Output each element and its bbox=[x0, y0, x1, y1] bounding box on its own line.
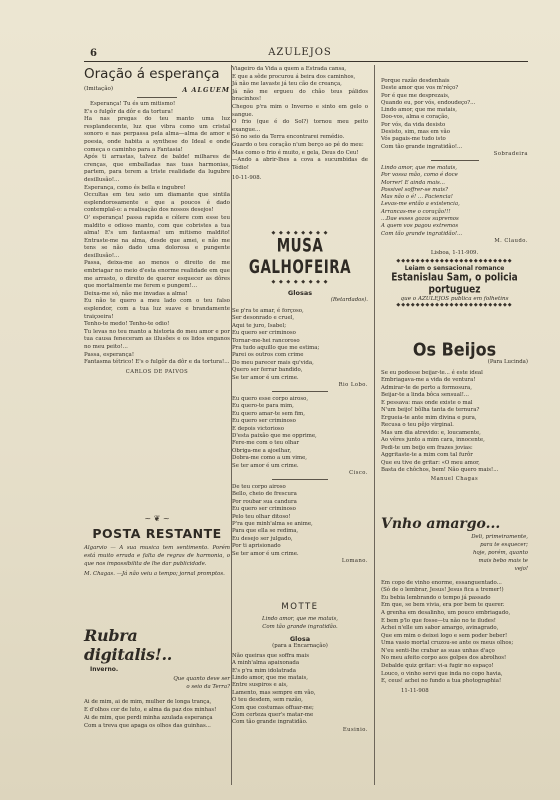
motte-dedication: (para a Encarnação) bbox=[272, 642, 328, 649]
ad-date: Lisboa, 1-11-909. bbox=[430, 249, 479, 256]
glosa-continued-signature-2: M. Claudo. bbox=[494, 237, 528, 244]
rubra-epigraph: Que quanto deve ser o seio da Terra? bbox=[173, 676, 230, 690]
beijos-dedication: (Para Lucinda) bbox=[487, 359, 528, 365]
oracao-rule bbox=[137, 97, 177, 98]
motte-title: MOTTE bbox=[281, 602, 319, 612]
glosa-stanza-1: Se p'ra te amar, é forçoso, Ser desonrado e cruel, Aqui te juro, Isabel; Eu quero ser criminoso Tornar-me-hei rancoroso Pra tudo aquillo que me estima; Parei os outros com crime Do meu parecer mais qu'vida, Quero ser ferrar bandido, Se ter amor é um crime. bbox=[232, 307, 320, 381]
beijos-signature: Manuel Chagas bbox=[430, 475, 479, 482]
motte-article bbox=[232, 602, 368, 733]
musa-ornament-top: ◆ ◆ ◆ ◆ ◆ ◆ ◆ ◆ bbox=[271, 230, 329, 236]
rubra-date: 10-11-908. bbox=[232, 175, 262, 182]
musa-galhofeira bbox=[232, 230, 368, 564]
posta-title: POSTA RESTANTE bbox=[92, 526, 222, 541]
glosas-heading: Glosas bbox=[287, 289, 313, 297]
vinho-epigraph: Deli, primeiramente, para te esquecer; hoje, porém, quanto mais bebo mais te vejo! bbox=[471, 534, 528, 572]
posta-restante bbox=[84, 526, 230, 579]
glosa-continued-rule bbox=[431, 160, 479, 161]
glosa-continued-body: Porque razão desdenhais Deste amor que vos m'réço? Por é que me desprezais, Quando eu, por vós, endoudeço?... Lindo amor, que me matais, Doo-vos, alma e coração, Por vós, da vida desisto Desisto, sim, mas em vão Vós pagais-me tudo isto Com tão grande ingratidão!... bbox=[381, 78, 476, 150]
column-divider-2 bbox=[374, 65, 375, 785]
motte-glosa-heading: Glosa bbox=[289, 634, 311, 643]
glosa-signature-2: Cisco. bbox=[349, 470, 368, 477]
beijos-article bbox=[381, 340, 528, 482]
rubra-subtitle: Inverno. bbox=[90, 666, 119, 673]
glosas-subtitle: (Retardados). bbox=[330, 297, 368, 303]
rubra-continued bbox=[232, 66, 368, 183]
page-number: 6 bbox=[90, 48, 97, 59]
rubra-continued-body: Viageiro da Vida a quem a Estrada cansa, E que a sêde procurou á beira dos caminhos, Já não me lavaste já teu cão de creança, Já não me ergueu do chão teus pálidos bracinhos! Chegou p'ra mim o Inverno e sinto em gelo o sangue. O frio (que é do Sol?) tornou meu peito exangue... Só no seio da Terra encontrarei remédio. Guardo o teu coração n'um berço ao pé do meu: Mas como o frio é muito, e gela, Deus do Ceu! —Ando a abrir-lhes a cova a sucumbidas de Tédio! bbox=[232, 66, 368, 171]
glosa-continued bbox=[381, 78, 528, 308]
oracao-title: Oração á esperança bbox=[84, 66, 220, 82]
glosa-signature-1: Rio Lobo. bbox=[338, 381, 368, 388]
beijos-title: Os Beijos bbox=[412, 339, 497, 360]
vinho-article bbox=[381, 516, 528, 696]
motte-signature: Eusinio. bbox=[342, 726, 368, 733]
vinho-title: Vnho amargo... bbox=[381, 516, 501, 532]
glosa-rule-2 bbox=[272, 479, 328, 480]
ad-line-2: Estanislau Sam, o policia portuguez bbox=[391, 271, 518, 296]
ornament-divider: ~ ❦ ~ bbox=[144, 514, 170, 523]
glosa-rule-1 bbox=[272, 391, 328, 392]
rubra-body: Ai de mim, ai de mim, mulher de longa trança, E d'olhos cor de luto, e alma da paz dos minhas! Ai de mim, que perdi minha azulada esperança Com a treva que apaga os olhos das guinhas... bbox=[84, 698, 217, 730]
rubra-title: Rubra digitalis!.. bbox=[84, 626, 173, 664]
publication-title: AZULEJOS bbox=[268, 47, 332, 58]
motte-body: Não queiras que soffra mais A minh'alma apaixonada E's p'ra mim idolatrada Lindo amor, que me matais, Entre suspiros e ais, Lamento, mas sempre em vão, O teu desdem, sem razão, Com que costumas offuar-me; Com certeza quer's matar-me Com tão grande ingratidão. bbox=[232, 652, 316, 726]
header-rule bbox=[84, 61, 528, 62]
musa-title: MUSA GALHOFEIRA bbox=[248, 235, 352, 279]
ad-line-3: que o AZULEJOS publica em folhetins bbox=[400, 295, 509, 302]
glosa-continued-body-2: Lindo amor, que me matais, Por vossa mão, como é doce Morrer! E ainda mais... Possivel soffrer-se mais? Mas não o é! ... Paciencia! Levas-me então a existencia, Arrancas-me o coração!!! ...Dae esses gozos supremos A quem vos pagou extremos Com tão grande ingratidão!... bbox=[381, 164, 463, 237]
glosa-stanza-3: De teu corpo airoso Bello, cheio de frescura Por roubar sua candura Eu quero ser criminoso Pelo teu olhar ditoso! P'ra que minh'alma se anime, Para que ella se redima, Eu desejo ser julgado, Por ti aprisionado Se ter amor é um crime. bbox=[232, 484, 313, 557]
vinho-date: 11-11-908 bbox=[401, 687, 429, 694]
oracao-body: Esperança! Tu és um mitismo! E's o fulgôr da dôr e da tortura! Ha nas pregas do teu manto uma luz resplandecente, luz que vibra como um cristal sonoro e nas perpassa pela alma—alma de amor e poesia, onde habita a synthese do Ideal e onde começa o caminho para a Fantasia! Após ti arrastas, talvez de balde! milhares de crenças, que emballadas nas tuas harmonias, partem, para terem a triste realidade da lugubre desillusão!... Esperança, como és bella e ingubre! Occultas em teu seio um diamante que sintila esplendorosamente e que a poucos é dado contemplal-o: a realisação dos nossos desejos! O' esperança! passa rapida e célere com esse teu maldito e odioso manto, com que cobristes a tua alma! E's um fantasma! um mitismo maldito! Entraste-me na alma, desde que amei, e não me tens se não dado uma dolorosa e pungente desillusão!... Passa, deixa-me ao menos o direito de me embriagar no meio d'esta enorme realidade em que me arrasto, o direito de querer esquecer as dôres que mortalmente me ferem e pungem!... Deixa-me só, não me invadas a alma! Eu não te quero a meu lado com o teu falso esplendor, com a tua luz suave e brandamente traiçoeira! Tenho-te medo! Tenho-te odio! Tu levas no teu manto a historia do meu amor e por tua causa feneceram as illusões e os lidos enganos no meu peito!... Passa, esperança! Fantasma tétrico! E's o fulgôr da dôr e da tortura!... bbox=[84, 101, 230, 366]
ad-line-1: Leiam o sensacional romance bbox=[404, 264, 505, 272]
glosa-stanza-2: Eu quero esse corpo airoso, Eu quero-te para mim, Eu quero amar-te sem fim, Eu quero ser criminoso E depois victorioso D'esta paixão que me opprime, Fere-me com o teu olhar Obriga-me a ajoelhar, Dobra-me como a um vime, Se ter amor é um crime. bbox=[232, 395, 317, 469]
ad-ornament-top: ◆◆◆◆◆◆◆◆◆◆◆◆◆◆◆◆◆◆◆◆◆◆◆◆ bbox=[396, 257, 513, 264]
posta-item-2: M. Chagas. —Já não veiu a tempo; jornal promptos. bbox=[84, 570, 225, 577]
oracao-article bbox=[84, 66, 230, 375]
oracao-dedication: A ALGUEM bbox=[182, 86, 230, 94]
oracao-subtitle: (Imitação) bbox=[84, 86, 114, 92]
motte-motto: Lindo amor, que me matais, Com tão grande ingratidão. bbox=[262, 616, 338, 630]
glosa-continued-signature: Sobradeira bbox=[493, 150, 528, 157]
vinho-body: Em copo de vinho enorme, essanguentado... (Só de o lembrar, Jesus! Jesus fica a tremer!) Eu bebia lembrando o tempo já passado Em que, se bem vivia, era por bem te querer. A grenha em desalinho, um pouco embriagado, E bem p'lo que fosse—tu não no te iludes! Achei n'elle um sabor amargo, avinagrado, Que em mim o deixei logo e sem poder beber! Uma vasio mortal cruzou-se ante os meus olhos; N'eu senti-lhe crabar as suas unhas d'aço No meu afeito corpo aos golpes dos abrolhos! Debalde quiz gritar: vi-a fugir no espaço! Louco, o vinho servi que inda no copo havia, E, ceus! achei no fundo a tua photographia! bbox=[381, 579, 514, 685]
posta-item-1: Algarvio — A sua musica tem sentimento. Porém está muito errada e falta de regras de harmonia, o que nos impossibilita de lhe dar publicidade. bbox=[84, 545, 230, 567]
glosa-signature-3: Lomano. bbox=[341, 558, 368, 565]
oracao-signature: CARLOS DE PAIVOS bbox=[125, 368, 189, 375]
beijos-body: Se eu podesse beijar-te... é este ideal Embriagava-me a vida de ventura! Admirar-te de perto a formosura, Beijar-te a linda bôca sensual!... E pessava: mas onde existe o mal N'um beijo! bôlha tanta de ternura? Ergueia-te ante mim divina e pura, Recusa o teu pêjo virginal. Mas um dia atrevido: e, loucamente, Ao vêres junto a mim cara, innocente, Pedi-te um beijo em frazes jovias: Aggritaste-te a mim com tal furôr Que eu tive de gritar: «O meu amor, Basta de chôchos, bem! Não quero mais!... bbox=[381, 369, 499, 474]
rubra-article bbox=[84, 626, 230, 731]
musa-ornament-bottom: ◆ ◆ ◆ ◆ ◆ ◆ ◆ ◆ bbox=[271, 279, 329, 285]
ad-ornament-bottom: ◆◆◆◆◆◆◆◆◆◆◆◆◆◆◆◆◆◆◆◆◆◆◆◆ bbox=[396, 301, 513, 308]
